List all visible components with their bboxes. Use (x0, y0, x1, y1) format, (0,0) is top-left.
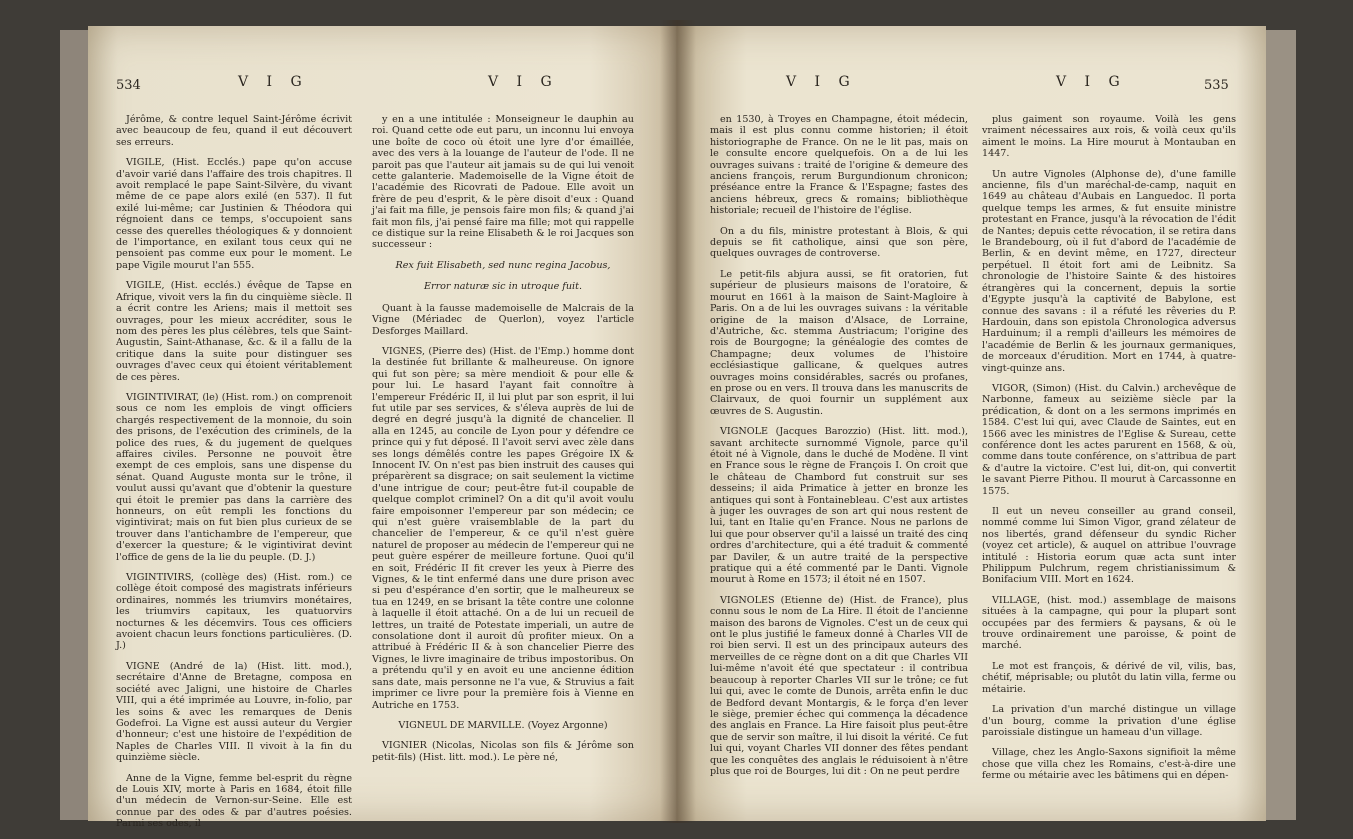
text-column-right (372, 114, 634, 772)
paragraph: Anne de la Vigne, femme bel-esprit du règne de Louis XIV, morte à Paris en 1684, étoit fille d'un médecin de Vernon-sur-Seine. Elle est connue par des odes & par d'autres poésies. Parmi ses odes, il (116, 772, 352, 830)
paragraph: plus gaiment son royaume. Voilà les gens vraiment nécessaires aux rois, & voilà ceux qu'ils aiment le moins. La Hire mourut à Montauban en 1447. (982, 114, 1236, 160)
cross-reference: VIGNEUL DE MARVILLE. (Voyez Argonne) (398, 719, 608, 731)
running-head: V I G (238, 74, 309, 90)
running-head: V I G (488, 74, 559, 90)
paragraph: VIGNE (André de la) (Hist. litt. mod.), secrétaire d'Anne de Bretagne, composa en société avec Jaligni, une histoire de Charles VIII, qui a été imprimée au Louvre, in-folio, par les soins & avec les remarques de Denis Godefroi. La Vigne est aussi auteur du Vergier d'honneur; c'est une histoire de l'expédition de Naples de Charles VIII. Il vivoit à la fin du quinzième siècle. (116, 660, 352, 764)
verse-line: Error naturæ sic in utroque fuit. (423, 281, 583, 293)
paragraph: VIGNOLES (Etienne de) (Hist. de France), plus connu sous le nom de La Hire. Il étoit de l'ancienne maison des barons de Vignoles. C'est un de ceux qui ont le plus justifié le fameux donné à Charles VII de roi bien servi. Il est un des principaux auteurs des merveilles de ce règne dont on a dit que Charles VII lui-même n'avoit été que spectateur : il contribua beaucoup à reporter Charles VII sur le trône; ce fut lui qui, avec le comte de Dunois, arrêta enfin le duc de Bedford devant Montargis, & le força d'en lever le siège, premier échec qui commença la décadence des anglais en France. La Hire faisoit plus peut-être que de servir son maître, il lui disoit la vérité. Ce fut lui qui, voyant Charles VII donner des fêtes pendant que les conquêtes des anglais le réduisoient à n'être plus que roi de Bourges, lui dit : On ne peut perdre (710, 594, 968, 777)
paragraph: VILLAGE, (hist. mod.) assemblage de maisons situées à la campagne, qui pour la plupart sont occupées par des fermiers & paysans, & où le trouve ordinairement une paroisse, & point de marché. (982, 594, 1236, 652)
left-page (88, 26, 678, 830)
verse-line: Rex fuit Elisabeth, sed nunc regina Jacobus, (395, 259, 611, 271)
paragraph: Le petit-fils abjura aussi, se fit oratorien, fut supérieur de plusieurs maisons de l'oratoire, & mourut en 1661 à la maison de Saint-Magloire à Paris. On a de lui les ouvrages suivans : la véritable origine de la maison d'Alsace, de Lorraine, d'Autriche, &c. stemma Austriacum; l'origine des rois de Bourgogne; la généalogie des comtes de Champagne; deux volumes de l'histoire ecclésiastique gallicane, & quelques autres ouvrages moins considérables, sacrés ou profanes, en prose ou en vers. Il trouva dans les manuscrits de Clairvaux, de quoi fournir un supplément aux œuvres de S. Augustin. (710, 268, 968, 417)
page-number: 535 (1204, 78, 1229, 93)
paragraph: Village, chez les Anglo-Saxons signifioit la même chose que villa chez les Romains, c'est-à-dire une ferme ou métairie avec les bâtimens qui en dépen- (982, 747, 1236, 782)
paragraph: VIGILE, (Hist. ecclés.) évêque de Tapse en Afrique, vivoit vers la fin du cinquième siècle. Il a écrit contre les Ariens; mais il mettoit ses ouvrages, pour les mieux accréditer, sous le nom des pères les plus célèbres, tels que Saint-Augustin, Saint-Athanase, &c. & il a fallu de la critique dans la suite pour distinguer ses ouvrages d'avec ceux qui étoient véritablement de ces pères. (116, 280, 352, 383)
paragraph: y en a une intitulée : Monseigneur le dauphin au roi. Quand cette ode eut paru, un inconnu lui envoya une boîte de coco où étoit une lyre d'or émaillée, avec des vers à la louange de l'auteur de l'ode. Il ne paroit pas que l'auteur ait jamais su de qui lui venoit cette galanterie. Mademoiselle de la Vigne étoit de l'académie des Ricovrati de Padoue. Elle avoit un frère de peu d'esprit, & le père disoit d'eux : Quand j'ai fait ma fille, je pensois faire mon fils; & quand j'ai fait mon fils, j'ai pensé faire ma fille; mot qui rappelle ce distique sur la reine Elisabeth & le roi Jacques son successeur : (372, 114, 634, 251)
paragraph: Le mot est françois, & dérivé de vil, vilis, bas, chétif, méprisable; ou plutôt du latin villa, ferme ou métairie. (982, 660, 1236, 695)
paragraph: La privation d'un marché distingue un village d'un bourg, comme la privation d'une église paroissiale distingue un hameau d'un village. (982, 704, 1236, 738)
running-head: V I G (1056, 74, 1127, 90)
paragraph: VIGNES, (Pierre des) (Hist. de l'Emp.) homme dont la destinée fut brillante & malheureuse. On ignore qui fut son père; sa mère mendioit & pour elle & pour lui. Le hasard l'ayant fait connoître à l'empereur Frédéric II, il lui plut par son esprit, il lui fut utile par ses services, & s'éleva auprès de lui de degré en degré jusqu'à la dignité de chancelier. Il alla en 1245, au concile de Lyon pour y défendre ce prince qui y fut déposé. Il l'avoit servi avec zèle dans ses longs démêlés contre les papes Grégoire IX & Innocent IV. On n'est pas bien instruit des causes qui préparèrent sa disgrace; on sait seulement la victime d'une intrigue de cour; peut-être fut-il coupable de quelque complot criminel? On a dit qu'il avoit voulu faire empoisonner l'empereur par son médecin; ce qui n'est guère vraisemblable de la part du chancelier de l'empereur, & ce qu'il n'est guère naturel de proposer au médecin de l'empereur qui ne peut guère espérer de meilleure fortune. Quoi qu'il en soit, Frédéric II fit crever les yeux à Pierre des Vignes, & le tint enfermé dans une dure prison avec si peu d'espérance d'en sortir, que le malheureux se tua en 1249, en se brisant la tête contre une colonne à laquelle il étoit attaché. On a de lui un recueil de lettres, un traité de Potestate imperiali, un autre de consolatione dont il auroit dû profiter mieux. On a attribué à Frédéric II & à son chancelier Pierre des Vignes, le livre imaginaire de tribus impostoribus. On a prétendu qu'il y en avoit eu une ancienne édition sans date, mais personne ne l'a vue, & Struvius a fait imprimer ce livre pour la première fois à Vienne en Autriche en 1753. (372, 345, 634, 711)
right-page (676, 26, 1266, 821)
text-column-left (116, 114, 352, 839)
page-number: 534 (116, 78, 141, 93)
paragraph: VIGNIER (Nicolas, Nicolas son fils & Jérôme son petit-fils) (Hist. litt. mod.). Le père né, (372, 740, 634, 763)
right-book-edge (1262, 30, 1296, 820)
paragraph: On a du fils, ministre protestant à Blois, & qui depuis se fit catholique, ainsi que son père, quelques ouvrages de controverse. (710, 225, 968, 260)
paragraph: Jérôme, & contre lequel Saint-Jérôme écrivit avec beaucoup de feu, quand il eut découvert ses erreurs. (116, 114, 352, 148)
running-head: V I G (786, 74, 857, 90)
paragraph: VIGILE, (Hist. Ecclés.) pape qu'on accuse d'avoir varié dans l'affaire des trois chapitres. Il avoit remplacé le pape Saint-Silvère, du vivant même de ce pape alors exilé (en 537). Il fut exilé lui-même; car Justinien & Théodora qui régnoient dans ce temps, s'occupoient sans cesse des querelles théologiques & y donnoient de l'importance, en exilant tous ceux qui ne pensoient pas comme eux pour le moment. Le pape Vigile mourut l'an 555. (116, 157, 352, 271)
text-column-left (710, 114, 968, 786)
paragraph: Un autre Vignoles (Alphonse de), d'une famille ancienne, fils d'un maréchal-de-camp, naquit en 1649 au château d'Aubais en Languedoc. Il porta quelque temps les armes, & fut ensuite ministre protestant en France, jusqu'à la révocation de l'édit de Nantes; depuis cette révocation, il se retira dans le Brandebourg, où il fut d'abord de l'académie de Berlin, & en devint même, en 1727, directeur perpétuel. Il étoit fort ami de Leibnitz. Sa chronologie de l'histoire Sainte & des histoires étrangères qui la concernent, depuis la sortie d'Egypte jusqu'à la captivité de Babylone, est connue des savans : il a réfuté les rêveries du P. Hardouin, dans son epistola Chronologica adversus Harduinum; il a rempli d'ailleurs les mémoires de l'académie de Berlin & les journaux germaniques, de morceaux d'érudition. Mort en 1744, à quatre-vingt-quinze ans. (982, 168, 1236, 374)
paragraph: Il eut un neveu conseiller au grand conseil, nommé comme lui Simon Vigor, grand zélateur de nos libertés, grand défenseur du syndic Richer (voyez cet article), & auquel on attribue l'ouvrage intitulé : Historia eorum quæ acta sunt inter Philippum Pulchrum, regem christianissimum & Bonifacium VIII. Mort en 1624. (982, 506, 1236, 586)
paragraph: VIGINTIVIRS, (collège des) (Hist. rom.) ce collège étoit composé des magistrats inférieurs ordinaires, nommés les triumvirs monétaires, les triumvirs capitaux, les quatuorvirs nocturnes & les décemvirs. Tous ces officiers avoient chacun leurs fonctions particulières. (D. J.) (116, 572, 352, 652)
paragraph: VIGINTIVIRAT, (le) (Hist. rom.) on comprenoit sous ce nom les emplois de vingt officiers chargés respectivement de la monnoie, du soin des prisons, de l'exécution des criminels, de la police des rues, & du jugement de quelques affaires civiles. Personne ne pouvoit être exempt de ces emplois, sans une dispense du sénat. Quand Auguste monta sur le trône, il voulut aussi qu'avant que d'obtenir la questure qui étoit le premier pas dans la carrière des honneurs, on eût rempli les fonctions du vigintivirat; mais on fut bien plus curieux de se trouver dans l'antichambre de l'empereur, que d'exercer la questure; & le vigintivirat devint l'office de gens de la lie du peuple. (D. J.) (116, 391, 352, 563)
paragraph: en 1530, à Troyes en Champagne, étoit médecin, mais il est plus connu comme historien; il étoit historiographe de France. On ne le lit pas, mais on le consulte encore quelquefois. On a de lui les ouvrages suivans : traité de l'origine & demeure des anciens françois, rerum Burgundionum chronicon; préséance entre la France & l'Espagne; fastes des anciens hébreux, grecs & romains; bibliothèque historiale; recueil de l'histoire de l'église. (710, 114, 968, 217)
paragraph: Quant à la fausse mademoiselle de Malcrais de la Vigne (Mériadec de Querlon), voyez l'article Desforges Maillard. (372, 302, 634, 337)
book-gutter (660, 20, 696, 823)
paragraph: VIGNOLE (Jacques Barozzio) (Hist. litt. mod.), savant architecte surnommé Vignole, parce qu'il étoit né à Vignole, dans le duché de Modène. Il vint en France sous le règne de François I. On croit que le château de Chambord fut construit sur ses desseins; il aida Primatice à jetter en bronze les antiques qui sont à Fontainebleau. C'est aux artistes à juger les ouvrages de son art qui nous restent de lui, tant en Italie qu'en France. Nous ne parlons de lui que pour observer qu'il a laissé un traité des cinq ordres d'architecture, qui a été traduit & commenté par Daviler, & un autre traité de la perspective pratique qui a été commenté par le Danti. Vignole mourut à Rome en 1573; il étoit né en 1507. (710, 426, 968, 586)
text-column-right (982, 114, 1236, 791)
paragraph: VIGOR, (Simon) (Hist. du Calvin.) archevêque de Narbonne, fameux au seizième siècle par la prédication, & dont on a les sermons imprimés en 1584. C'est lui qui, avec Claude de Saintes, eut en 1566 avec les ministres de l'Eglise & Sureau, cette conférence dont les actes parurent en 1568, & où, comme dans toute conférence, on s'attribua de part & d'autre la victoire. C'est lui, dit-on, qui convertit le savant Pierre Pithou. Il mourut à Carcassonne en 1575. (982, 382, 1236, 497)
